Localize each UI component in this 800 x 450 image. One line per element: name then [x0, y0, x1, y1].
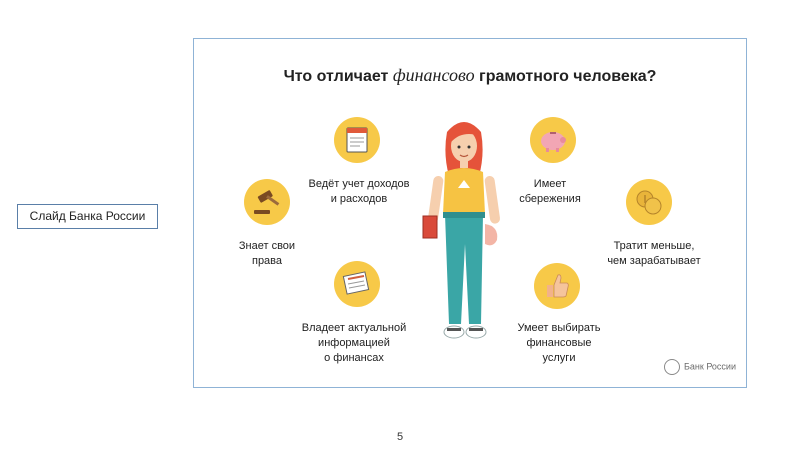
- info-line-1: Владеет актуальной: [301, 322, 407, 334]
- label-savings: [510, 177, 590, 207]
- slide-caption-box: [17, 204, 158, 229]
- slide-caption: Слайд Банка России: [29, 209, 146, 223]
- page-number: 5: [396, 431, 404, 443]
- bank-russia-logo: [664, 359, 736, 375]
- savings-line-2: сбережения: [519, 193, 581, 205]
- label-services: [504, 321, 614, 366]
- spends-line-1: Тратит меньше,: [613, 240, 695, 252]
- label-spends: [594, 239, 714, 269]
- label-rights: [232, 239, 302, 269]
- savings-line-1: Имеет: [533, 178, 567, 190]
- info-line-2: информацией: [318, 337, 390, 349]
- piggy-bank-icon: [530, 117, 576, 163]
- rights-line-1: Знает свои: [238, 240, 296, 252]
- title-start: Что отличает: [283, 68, 393, 85]
- gavel-icon: [244, 179, 290, 225]
- label-records: [304, 177, 414, 207]
- records-line-1: Ведёт учет доходов: [308, 178, 410, 190]
- services-line-1: Умеет выбирать: [517, 322, 601, 334]
- calendar-icon: [334, 117, 380, 163]
- newspaper-icon: [334, 261, 380, 307]
- info-line-3: о финансах: [324, 352, 384, 364]
- slide-title: [194, 65, 746, 86]
- thumbs-up-icon: [534, 263, 580, 309]
- title-end: грамотного человека?: [474, 68, 657, 85]
- services-line-2: финансовые: [526, 337, 592, 349]
- rights-line-2: права: [251, 255, 283, 267]
- coins-icon: [626, 179, 672, 225]
- spends-line-2: чем зарабатывает: [607, 255, 701, 267]
- slide-frame: [193, 38, 747, 388]
- services-line-3: услуги: [542, 352, 576, 364]
- title-italic: финансово: [392, 65, 475, 85]
- girl-illustration: [419, 114, 509, 349]
- label-info: [294, 321, 414, 366]
- logo-text: Банк России: [684, 361, 736, 372]
- emblem-icon: [664, 359, 680, 375]
- records-line-2: и расходов: [330, 193, 388, 205]
